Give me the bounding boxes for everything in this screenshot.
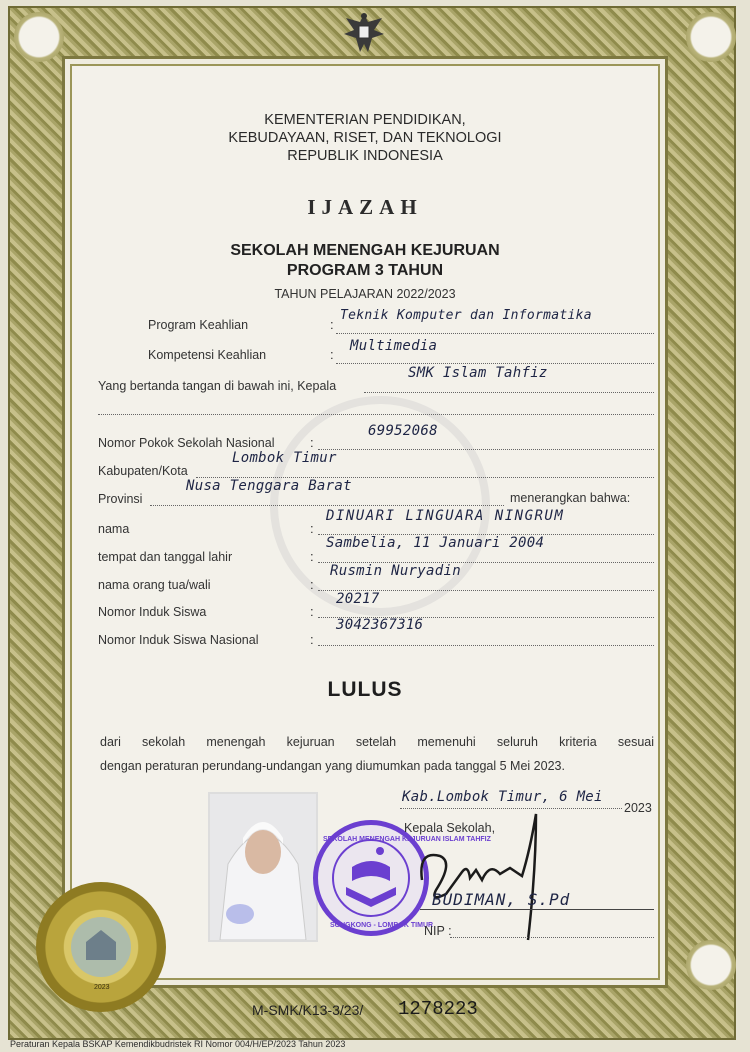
ortu-value: Rusmin Nuryadin bbox=[330, 563, 461, 579]
certificate-sheet: KEMENTERIAN PENDIDIKAN, KEBUDAYAAN, RISET, DAN TEKNOLOGI REPUBLIK INDONESIA IJAZAH SEKOLAH MENENGAH KEJURUAN PROGRAM 3 TAHUN TAHUN PELAJARAN 2022/2023 Program Keahlian : Teknik Komputer dan Informatika Kompetensi Keahlian : Multimedia Yang bertanda tangan di bawah ini, Kepala SMK Islam Tahfiz Nomor Pokok Sekolah Nasional : 69952068 Kabupaten/Kota Lombok Timur Provinsi Nusa Tenggara Barat menerangkan bahwa: nama : DINUARI LINGUARA NINGRUM tempat dan tanggal lahir : Sambelia, 11 Januari 2004 nama orang tua/wali : Rusmin Nuryadin Nomor Induk Siswa : 20217 Nomor Induk Siswa Nasional : 3042367316 LULUS dari sekolah menengah kejuruan setelah memenuhi seluruh kriteria sesuai dengan peraturan perundang-undangan yang diumumkan pada tanggal 5 Mei 2023. SEKOLAH MENENGAH KEJURUAN ISLAM TAHFIZ SONGKONG - LOMBOK TIMUR Kab.Lombok Timur, 6 Mei 2023 Kepala Sekolah, BUDIMAN, S.Pd NIP : 2023 M-SMK/K13-3/23/ 1278223 Peraturan Kepala BSKAP Kemendikbudristek RI Nomor 004/H/EP/2023 Tahun 2023 bbox=[0, 0, 750, 1052]
ttl-value: Sambelia, 11 Januari 2004 bbox=[326, 535, 545, 551]
kepala-value: SMK Islam Tahfiz bbox=[408, 365, 548, 381]
corner-ornament-top-left bbox=[14, 12, 64, 62]
footer-regulation: Peraturan Kepala BSKAP Kemendikbudristek RI Nomor 004/H/EP/2023 Tahun 2023 bbox=[10, 1039, 346, 1049]
signature-place-date: Kab.Lombok Timur, 6 Mei bbox=[402, 789, 603, 805]
kompetensi-value: Multimedia bbox=[350, 338, 438, 354]
nip-label: NIP : bbox=[424, 924, 452, 938]
kompetensi-label: Kompetensi Keahlian bbox=[148, 348, 267, 362]
ministry-line-2: KEBUDAYAAN, RISET, DAN TEKNOLOGI bbox=[228, 130, 502, 146]
signature-year: 2023 bbox=[624, 801, 652, 815]
hologram-emblem-icon bbox=[36, 882, 166, 1012]
corner-ornament-top-right bbox=[686, 12, 736, 62]
student-portrait-icon bbox=[210, 794, 316, 940]
garuda-emblem-icon bbox=[338, 8, 390, 58]
provinsi-label: Provinsi bbox=[98, 492, 143, 506]
kabupaten-label: Kabupaten/Kota bbox=[98, 464, 188, 478]
statement-line-2: dengan peraturan perundang-undangan yang diumumkan pada tanggal 5 Mei 2023. bbox=[100, 759, 565, 773]
program-keahlian-label: Program Keahlian bbox=[148, 318, 249, 332]
provinsi-value: Nusa Tenggara Barat bbox=[186, 478, 352, 494]
corner-ornament-bottom-right bbox=[686, 940, 736, 990]
program-duration: PROGRAM 3 TAHUN bbox=[286, 262, 444, 279]
kepala-label: Yang bertanda tangan di bawah ini, Kepala bbox=[98, 379, 337, 393]
principal-name: BUDIMAN, S.Pd bbox=[432, 890, 571, 909]
academic-year: TAHUN PELAJARAN 2022/2023 bbox=[274, 287, 456, 301]
nis-label: Nomor Induk Siswa bbox=[98, 605, 207, 619]
ortu-label: nama orang tua/wali bbox=[98, 578, 211, 592]
nisn-value: 3042367316 bbox=[336, 617, 424, 633]
document-title: IJAZAH bbox=[307, 195, 423, 219]
nama-label: nama bbox=[98, 522, 130, 536]
serial-prefix: M-SMK/K13-3/23/ bbox=[252, 1002, 364, 1018]
nisn-label: Nomor Induk Siswa Nasional bbox=[98, 633, 259, 647]
signature-role: Kepala Sekolah, bbox=[404, 821, 496, 835]
stamp-bottom-text: SONGKONG - LOMBOK TIMUR bbox=[330, 922, 434, 929]
hologram-year: 2023 bbox=[94, 984, 110, 991]
student-name-value: DINUARI LINGUARA NINGRUM bbox=[326, 508, 565, 524]
nis-value: 20217 bbox=[336, 591, 380, 607]
kabupaten-value: Lombok Timur bbox=[232, 450, 337, 466]
statement-line-1: dari sekolah menengah kejuruan setelah memenuhi seluruh kriteria sesuai bbox=[100, 735, 654, 749]
student-photo bbox=[208, 792, 318, 942]
ttl-label: tempat dan tanggal lahir bbox=[98, 550, 233, 564]
result-status: LULUS bbox=[327, 678, 403, 701]
menerangkan-label: menerangkan bahwa: bbox=[510, 491, 631, 505]
npsn-label: Nomor Pokok Sekolah Nasional bbox=[98, 436, 275, 450]
school-type: SEKOLAH MENENGAH KEJURUAN bbox=[230, 242, 500, 259]
hologram-seal bbox=[36, 882, 166, 1012]
stamp-text: SEKOLAH MENENGAH KEJURUAN ISLAM TAHFIZ bbox=[323, 836, 491, 843]
npsn-value: 69952068 bbox=[368, 423, 438, 439]
ministry-line-3: REPUBLIK INDONESIA bbox=[287, 148, 443, 164]
ministry-line-1: KEMENTERIAN PENDIDIKAN, bbox=[264, 112, 466, 128]
serial-number: 1278223 bbox=[398, 998, 478, 1020]
program-keahlian-value: Teknik Komputer dan Informatika bbox=[340, 308, 592, 323]
